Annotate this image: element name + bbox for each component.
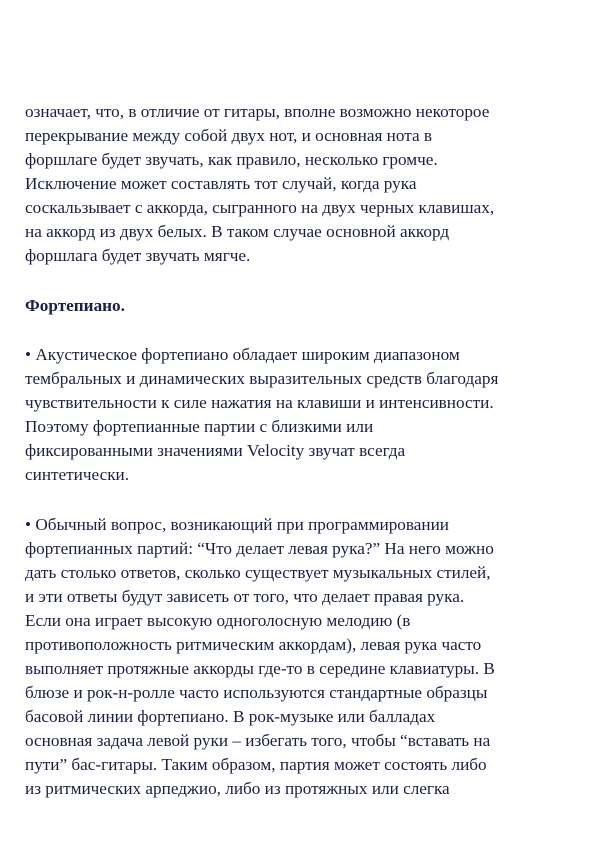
text-line: чувствительности к силе нажатия на клавиши и интенсивности. xyxy=(25,393,494,412)
section-heading-piano xyxy=(25,294,585,318)
text-line: форшлага будет звучать мягче. xyxy=(25,246,251,265)
text-line: • Акустическое фортепиано обладает широким диапазоном xyxy=(25,345,460,364)
text-line: дать столько ответов, сколько существует музыкальных стилей, xyxy=(25,563,491,582)
text-line: выполняет протяжные аккорды где-то в середине клавиатуры. В xyxy=(25,659,495,678)
text-line: и эти ответы будут зависеть от того, что делает правая рука. xyxy=(25,587,465,606)
paragraph-left-hand xyxy=(25,513,585,801)
text-line: из ритмических арпеджио, либо из протяжных или слегка xyxy=(25,779,450,798)
text-line: Исключение может составлять тот случай, когда рука xyxy=(25,174,417,193)
text-line: басовой линии фортепиано. В рок-музыке или балладах xyxy=(25,707,436,726)
heading-text: Фортепиано. xyxy=(25,296,125,315)
paragraph-acoustic-piano xyxy=(25,343,585,487)
text-line: пути” бас-гитары. Таким образом, партия может состоять либо xyxy=(25,755,487,774)
text-line: синтетически. xyxy=(25,465,130,484)
text-line: означает, что, в отличие от гитары, вполне возможно некоторое xyxy=(25,102,490,121)
text-line: противоположность ритмическим аккордам), левая рука часто xyxy=(25,635,482,654)
text-line: фиксированными значениями Velocity звучат всегда xyxy=(25,441,406,460)
text-line: соскальзывает с аккорда, сыгранного на двух черных клавишах, xyxy=(25,198,495,217)
paragraph-forshlag-continuation xyxy=(25,100,585,268)
text-line: блюзе и рок-н-ролле часто используются стандартные образцы xyxy=(25,683,488,702)
text-line: на аккорд из двух белых. В таком случае основной аккорд xyxy=(25,222,450,241)
text-line: перекрывание между собой двух нот, и основная нота в xyxy=(25,126,432,145)
text-line: тембральных и динамических выразительных средств благодаря xyxy=(25,369,499,388)
text-line: Поэтому фортепианные партии с близкими или xyxy=(25,417,374,436)
text-line: форшлаге будет звучать, как правило, несколько громче. xyxy=(25,150,438,169)
text-line: • Обычный вопрос, возникающий при программировании xyxy=(25,515,449,534)
text-line: основная задача левой руки – избегать того, чтобы “вставать на xyxy=(25,731,491,750)
text-line: Если она играет высокую одноголосную мелодию (в xyxy=(25,611,411,630)
text-line: фортепианных партий: “Что делает левая рука?” На него можно xyxy=(25,539,494,558)
